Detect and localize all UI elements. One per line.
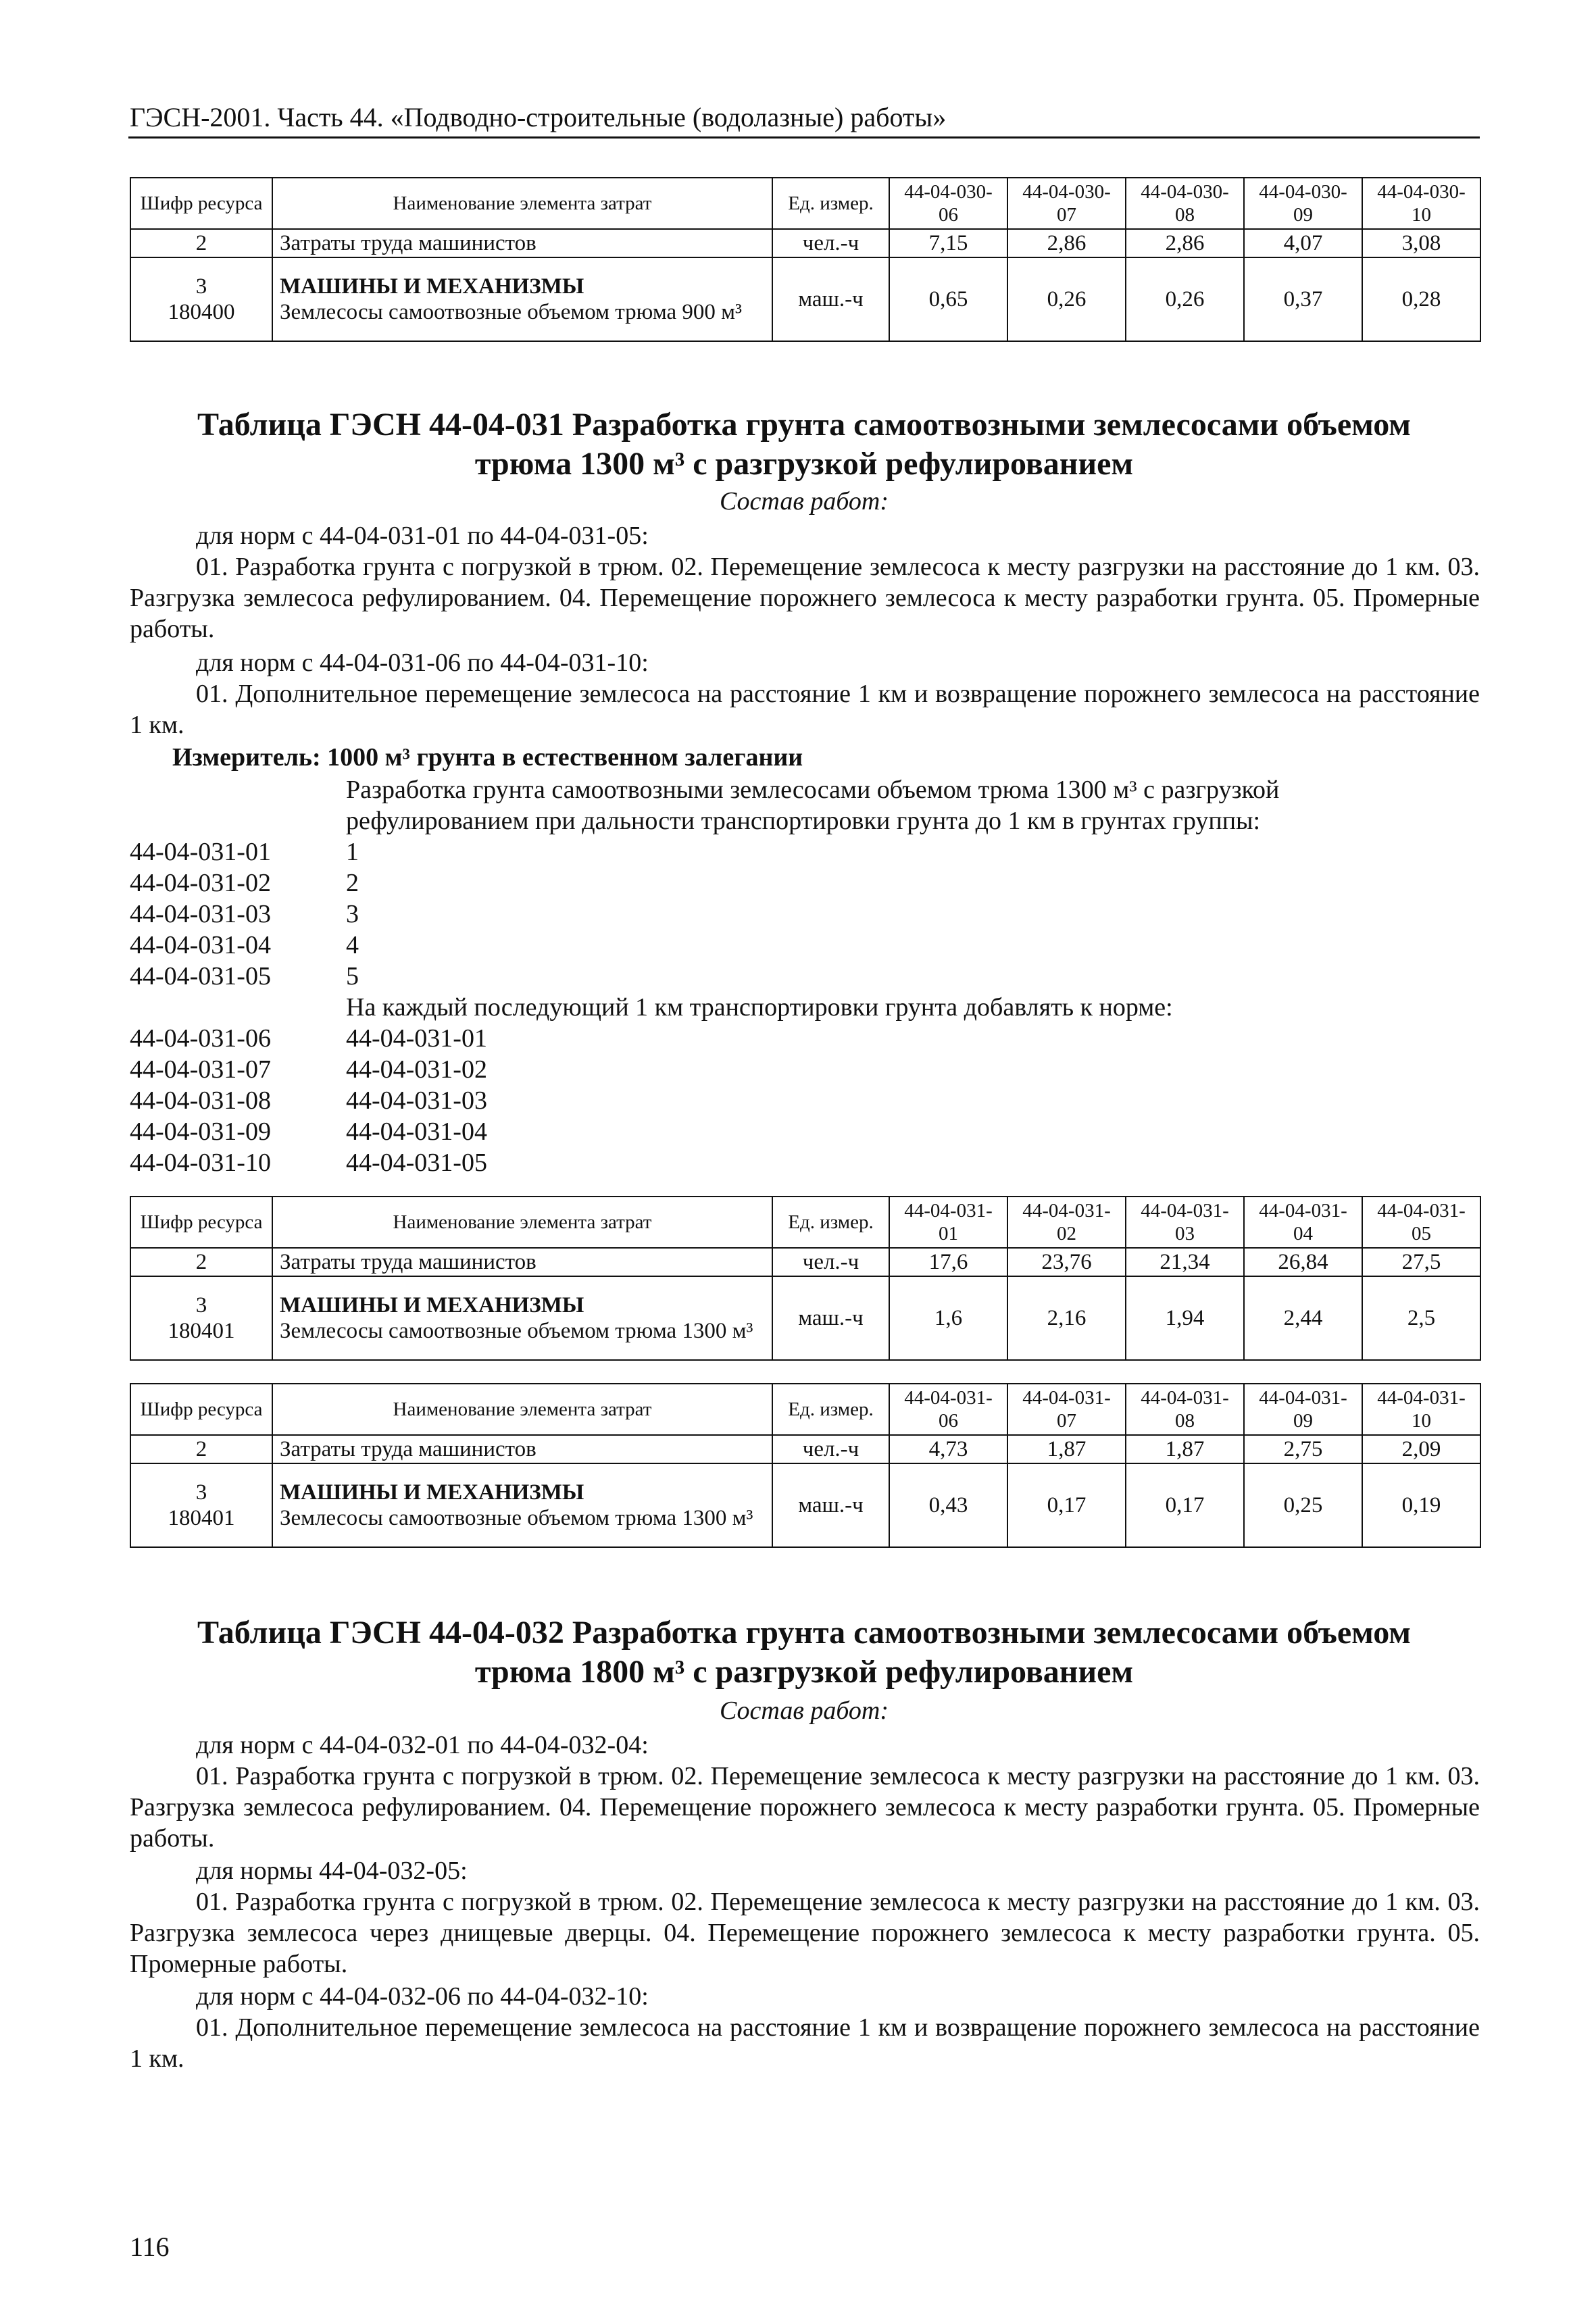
cell-value: 0,65	[889, 257, 1007, 341]
col-code-header: Шифр ресурса	[130, 1197, 272, 1248]
col-name-header: Наименование элемента затрат	[272, 1197, 772, 1248]
table-row	[130, 229, 1480, 257]
cell-value: 2,86	[1007, 229, 1126, 257]
col-norm-header: 44-04-031-02	[1007, 1197, 1126, 1248]
cell-value: 27,5	[1362, 1248, 1480, 1276]
base-norm-code: 44-04-031-04	[346, 1117, 487, 1146]
cell-code: 3	[195, 1480, 207, 1505]
table-row	[130, 1276, 1480, 1360]
norm-code: 44-04-031-10	[130, 1149, 271, 1177]
col-unit-header: Ед. измер.	[772, 1384, 889, 1435]
norm-code: 44-04-031-07	[130, 1055, 271, 1084]
cell-value: 0,43	[889, 1463, 1007, 1547]
col-code-header: Шифр ресурса	[130, 1384, 272, 1435]
cell-value: 4,07	[1244, 229, 1362, 257]
table-row	[130, 1435, 1480, 1463]
col-norm-header: 44-04-031-04	[1244, 1197, 1362, 1248]
section-title-032: Таблица ГЭСН 44-04-032 Разработка грунта самоотвозными землесосами объемом трюма 1800 м³ с разгрузкой рефулированием	[197, 1615, 1411, 1690]
cell-value: 0,17	[1126, 1463, 1244, 1547]
group-heading: МАШИНЫ И МЕХАНИЗМЫ	[280, 1480, 584, 1505]
soil-group: 4	[346, 931, 359, 959]
table-header-row	[130, 1384, 1480, 1435]
table-row	[130, 1248, 1480, 1276]
section-title-031: Таблица ГЭСН 44-04-031 Разработка грунта самоотвозными землесосами объемом трюма 1300 м³ с разгрузкой рефулированием	[197, 407, 1411, 482]
norm-table-031-a	[130, 1196, 1481, 1361]
col-norm-header: 44-04-031-10	[1362, 1384, 1480, 1435]
norms-range: для норм с 44-04-032-01 по 44-04-032-04:	[196, 1731, 649, 1759]
cell-value: 26,84	[1244, 1248, 1362, 1276]
col-norm-header: 44-04-031-09	[1244, 1384, 1362, 1435]
col-norm-header: 44-04-030-09	[1244, 178, 1362, 229]
cell-name: Землесосы самоотвозные объемом трюма 1300 м³	[280, 1506, 753, 1530]
composition-label: Состав работ:	[719, 487, 889, 515]
soil-group: 5	[346, 962, 359, 990]
cell-value: 21,34	[1126, 1248, 1244, 1276]
col-unit-header: Ед. измер.	[772, 1197, 889, 1248]
norms-range: для норм с 44-04-031-01 по 44-04-031-05:	[196, 522, 649, 550]
cell-code: 180401	[168, 1319, 235, 1343]
base-norm-code: 44-04-031-05	[346, 1149, 487, 1177]
cell-unit: чел.-ч	[772, 1435, 889, 1463]
composition-label: Состав работ:	[719, 1696, 889, 1725]
norm-table-031-b	[130, 1383, 1481, 1548]
col-norm-header: 44-04-031-03	[1126, 1197, 1244, 1248]
group-heading: МАШИНЫ И МЕХАНИЗМЫ	[280, 1293, 584, 1317]
norm-description: На каждый последующий 1 км транспортировки грунта добавлять к норме:	[346, 993, 1173, 1022]
cell-value: 0,26	[1007, 257, 1126, 341]
cell-name: Затраты труда машинистов	[272, 1248, 772, 1276]
work-description: 01. Разработка грунта с погрузкой в трюм. 02. Перемещение землесоса к месту разгрузки на расстояние до 1 км. 03. Разгрузка землесоса рефулированием. 04. Перемещение порожнего землесоса к месту разработки грунта. 05. Промерные работы.	[130, 1762, 1480, 1853]
cell-code: 2	[130, 229, 272, 257]
page-number: 116	[130, 2232, 170, 2262]
cell-name: Затраты труда машинистов	[272, 1435, 772, 1463]
col-code-header: Шифр ресурса	[130, 178, 272, 229]
cell-value: 2,16	[1007, 1276, 1126, 1360]
cell-value: 1,87	[1007, 1435, 1126, 1463]
col-norm-header: 44-04-030-10	[1362, 178, 1480, 229]
norm-code: 44-04-031-03	[130, 900, 271, 928]
cell-name: Землесосы самоотвозные объемом трюма 900 м³	[280, 300, 742, 324]
cell-code: 2	[130, 1435, 272, 1463]
norms-range: для норм с 44-04-031-06 по 44-04-031-10:	[196, 649, 649, 677]
base-norm-code: 44-04-031-01	[346, 1024, 487, 1053]
cell-value: 17,6	[889, 1248, 1007, 1276]
col-norm-header: 44-04-031-05	[1362, 1197, 1480, 1248]
cell-value: 2,5	[1362, 1276, 1480, 1360]
norm-code: 44-04-031-01	[130, 838, 271, 866]
norm-code: 44-04-031-09	[130, 1117, 271, 1146]
norm-code: 44-04-031-05	[130, 962, 271, 990]
cell-value: 2,86	[1126, 229, 1244, 257]
base-norm-code: 44-04-031-03	[346, 1086, 487, 1115]
cell-value: 2,09	[1362, 1435, 1480, 1463]
col-norm-header: 44-04-031-08	[1126, 1384, 1244, 1435]
cell-code: 2	[130, 1248, 272, 1276]
cell-unit: маш.-ч	[772, 1276, 889, 1360]
cell-value: 2,44	[1244, 1276, 1362, 1360]
col-norm-header: 44-04-031-06	[889, 1384, 1007, 1435]
code-list-1	[130, 836, 359, 992]
code-list-2	[130, 1023, 487, 1178]
group-heading: МАШИНЫ И МЕХАНИЗМЫ	[280, 274, 584, 299]
table-row	[130, 1463, 1480, 1547]
norms-range: для норм с 44-04-032-06 по 44-04-032-10:	[196, 1982, 649, 2011]
cell-value: 1,87	[1126, 1435, 1244, 1463]
norm-code: 44-04-031-04	[130, 931, 271, 959]
col-name-header: Наименование элемента затрат	[272, 1384, 772, 1435]
base-norm-code: 44-04-031-02	[346, 1055, 487, 1084]
col-norm-header: 44-04-030-07	[1007, 178, 1126, 229]
col-norm-header: 44-04-031-01	[889, 1197, 1007, 1248]
cell-value: 7,15	[889, 229, 1007, 257]
cell-value: 0,17	[1007, 1463, 1126, 1547]
col-unit-header: Ед. измер.	[772, 178, 889, 229]
work-description: 01. Дополнительное перемещение землесоса на расстояние 1 км и возвращение порожнего землесоса на расстояние 1 км.	[130, 2013, 1480, 2073]
cell-code: 180401	[168, 1506, 235, 1530]
cell-value: 0,25	[1244, 1463, 1362, 1547]
cell-code: 3	[195, 274, 207, 299]
work-description: 01. Разработка грунта с погрузкой в трюм. 02. Перемещение землесоса к месту разгрузки на расстояние до 1 км. 03. Разгрузка землесоса через днищевые дверцы. 04. Перемещение порожнего землесоса к месту разработки грунта. 05. Промерные работы.	[130, 1888, 1480, 1978]
col-norm-header: 44-04-030-08	[1126, 178, 1244, 229]
work-description: 01. Дополнительное перемещение землесоса на расстояние 1 км и возвращение порожнего землесоса на расстояние 1 км.	[130, 680, 1480, 739]
cell-code: 3	[195, 1293, 207, 1317]
cell-value: 4,73	[889, 1435, 1007, 1463]
cell-unit: чел.-ч	[772, 1248, 889, 1276]
norms-range: для нормы 44-04-032-05:	[196, 1857, 468, 1885]
norm-code: 44-04-031-08	[130, 1086, 271, 1115]
cell-name: Землесосы самоотвозные объемом трюма 1300 м³	[280, 1319, 753, 1343]
cell-name: Затраты труда машинистов	[272, 229, 772, 257]
work-description: 01. Разработка грунта с погрузкой в трюм. 02. Перемещение землесоса к месту разгрузки на расстояние до 1 км. 03. Разгрузка землесоса рефулированием. 04. Перемещение порожнего землесоса к месту разработки грунта. 05. Промерные работы.	[130, 553, 1480, 643]
norm-table-030	[130, 177, 1481, 342]
cell-unit: маш.-ч	[772, 1463, 889, 1547]
col-norm-header: 44-04-030-06	[889, 178, 1007, 229]
cell-code: 180400	[168, 300, 235, 324]
cell-value: 3,08	[1362, 229, 1480, 257]
cell-value: 23,76	[1007, 1248, 1126, 1276]
cell-value: 0,37	[1244, 257, 1362, 341]
running-header: ГЭСН-2001. Часть 44. «Подводно-строительные (водолазные) работы»	[130, 102, 947, 132]
cell-value: 1,94	[1126, 1276, 1244, 1360]
soil-group: 1	[346, 838, 359, 866]
soil-group: 2	[346, 869, 359, 897]
cell-value: 0,19	[1362, 1463, 1480, 1547]
cell-value: 2,75	[1244, 1435, 1362, 1463]
cell-value: 1,6	[889, 1276, 1007, 1360]
cell-value: 0,28	[1362, 257, 1480, 341]
measure-unit: Измеритель: 1000 м³ грунта в естественном залегании	[172, 743, 803, 772]
norm-code: 44-04-031-06	[130, 1024, 271, 1053]
soil-group: 3	[346, 900, 359, 928]
table-row	[130, 257, 1480, 341]
header-rule	[128, 136, 1480, 139]
col-norm-header: 44-04-031-07	[1007, 1384, 1126, 1435]
norm-code: 44-04-031-02	[130, 869, 271, 897]
cell-unit: маш.-ч	[772, 257, 889, 341]
table-header-row	[130, 178, 1480, 229]
col-name-header: Наименование элемента затрат	[272, 178, 772, 229]
table-header-row	[130, 1197, 1480, 1248]
norm-description: Разработка грунта самоотвозными землесосами объемом трюма 1300 м³ с разгрузкой рефулированием при дальности транспортировки грунта до 1 км в грунтах группы:	[346, 776, 1280, 835]
cell-unit: чел.-ч	[772, 229, 889, 257]
cell-value: 0,26	[1126, 257, 1244, 341]
